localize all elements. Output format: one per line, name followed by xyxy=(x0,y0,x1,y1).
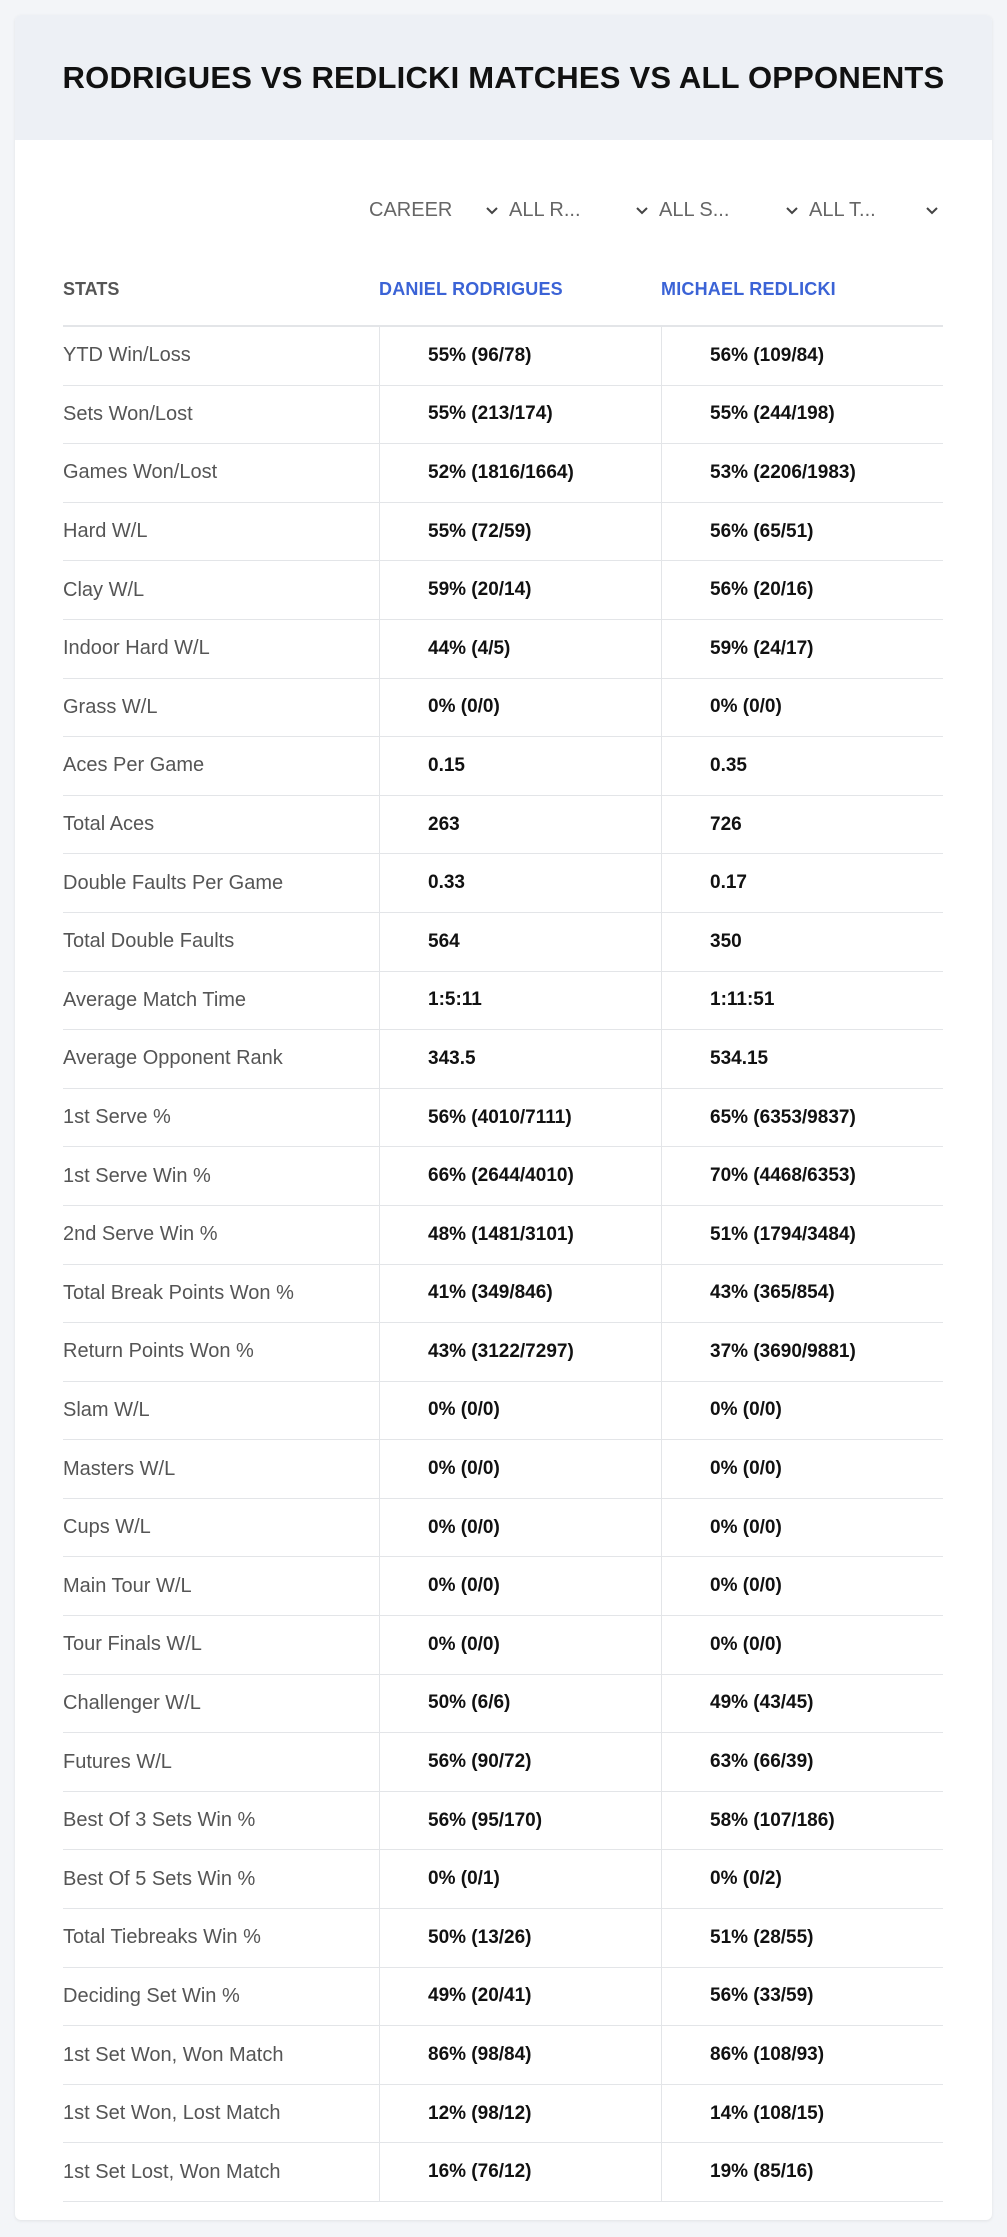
chevron-down-icon xyxy=(923,201,941,219)
player2-value: 0% (0/0) xyxy=(661,1440,943,1498)
table-row xyxy=(63,1616,943,1675)
table-row xyxy=(63,972,943,1031)
table-row xyxy=(63,913,943,972)
table-row xyxy=(63,2143,943,2202)
table-row xyxy=(63,1733,943,1792)
player2-value: 0% (0/0) xyxy=(661,1557,943,1615)
player1-value: 41% (349/846) xyxy=(379,1265,661,1323)
player1-value: 44% (4/5) xyxy=(379,620,661,678)
player1-value: 0% (0/0) xyxy=(379,1382,661,1440)
table-row xyxy=(63,1382,943,1441)
table-row xyxy=(63,1440,943,1499)
player1-value: 0.15 xyxy=(379,737,661,795)
table-row xyxy=(63,1265,943,1324)
table-row xyxy=(63,1030,943,1089)
player1-value: 52% (1816/1664) xyxy=(379,444,661,502)
player2-value: 350 xyxy=(661,913,943,971)
player2-value: 56% (33/59) xyxy=(661,1968,943,2026)
stat-label: Double Faults Per Game xyxy=(63,871,284,894)
filter-bar xyxy=(365,190,945,230)
table-row xyxy=(63,1850,943,1909)
player1-value: 50% (6/6) xyxy=(379,1675,661,1733)
player2-value: 1:11:51 xyxy=(661,972,943,1030)
player1-value: 55% (72/59) xyxy=(379,503,661,561)
player2-value: 56% (20/16) xyxy=(661,561,943,619)
table-row xyxy=(63,1557,943,1616)
player2-value: 55% (244/198) xyxy=(661,386,943,444)
stat-label: 2nd Serve Win % xyxy=(63,1223,218,1246)
player2-value: 0% (0/0) xyxy=(661,679,943,737)
filter-rounds-select[interactable] xyxy=(505,190,655,230)
table-row xyxy=(63,854,943,913)
player2-value: 14% (108/15) xyxy=(661,2085,943,2143)
player1-value: 43% (3122/7297) xyxy=(379,1323,661,1381)
player2-value: 43% (365/854) xyxy=(661,1265,943,1323)
player1-value: 0% (0/1) xyxy=(379,1850,661,1908)
player1-value: 0% (0/0) xyxy=(379,679,661,737)
table-row xyxy=(63,2026,943,2085)
stat-label: 1st Serve Win % xyxy=(63,1164,211,1187)
filter-career-select[interactable] xyxy=(365,190,505,230)
table-row xyxy=(63,1968,943,2027)
card-header xyxy=(15,15,992,140)
player1-value: 56% (4010/7111) xyxy=(379,1089,661,1147)
player2-value: 534.15 xyxy=(661,1030,943,1088)
stat-label: Average Opponent Rank xyxy=(63,1047,283,1070)
filter-label: ALL S... xyxy=(659,198,730,221)
stat-label: 1st Set Won, Lost Match xyxy=(63,2102,281,2125)
player1-value: 0% (0/0) xyxy=(379,1557,661,1615)
player2-value: 86% (108/93) xyxy=(661,2026,943,2084)
stat-label: Tour Finals W/L xyxy=(63,1633,202,1656)
player1-value: 343.5 xyxy=(379,1030,661,1088)
filter-tournaments-select[interactable] xyxy=(805,190,945,230)
player2-value: 59% (24/17) xyxy=(661,620,943,678)
player1-value: 59% (20/14) xyxy=(379,561,661,619)
stat-label: Challenger W/L xyxy=(63,1691,201,1714)
player2-value: 58% (107/186) xyxy=(661,1792,943,1850)
table-row xyxy=(63,620,943,679)
player1-value: 56% (95/170) xyxy=(379,1792,661,1850)
player1-value: 55% (96/78) xyxy=(379,327,661,385)
stats-card xyxy=(15,15,992,2220)
stat-label: 1st Serve % xyxy=(63,1106,171,1129)
player2-value: 19% (85/16) xyxy=(661,2143,943,2201)
table-row xyxy=(63,1206,943,1265)
player2-value: 0% (0/2) xyxy=(661,1850,943,1908)
stat-label: Return Points Won % xyxy=(63,1340,254,1363)
player2-value: 51% (1794/3484) xyxy=(661,1206,943,1264)
player1-value: 0.33 xyxy=(379,854,661,912)
table-row xyxy=(63,1675,943,1734)
stat-label: Average Match Time xyxy=(63,988,247,1011)
stat-label: Slam W/L xyxy=(63,1398,150,1421)
table-header-row xyxy=(63,253,943,327)
stat-label: Total Break Points Won % xyxy=(63,1281,294,1304)
stats-table xyxy=(63,253,943,2202)
stat-label: 1st Set Won, Won Match xyxy=(63,2043,284,2066)
table-row xyxy=(63,2085,943,2144)
stat-label: Cups W/L xyxy=(63,1516,151,1539)
table-row xyxy=(63,1323,943,1382)
table-row xyxy=(63,1089,943,1148)
stat-label: Aces Per Game xyxy=(63,754,205,777)
table-row xyxy=(63,737,943,796)
player1-value: 56% (90/72) xyxy=(379,1733,661,1791)
stat-label: Best Of 5 Sets Win % xyxy=(63,1867,256,1890)
table-row xyxy=(63,1792,943,1851)
player2-value: 49% (43/45) xyxy=(661,1675,943,1733)
player2-value: 0% (0/0) xyxy=(661,1616,943,1674)
player2-value: 0.17 xyxy=(661,854,943,912)
player1-value: 0% (0/0) xyxy=(379,1499,661,1557)
stat-label: Indoor Hard W/L xyxy=(63,637,210,660)
stat-label: 1st Set Lost, Won Match xyxy=(63,2160,281,2183)
column-header-player1[interactable]: DANIEL RODRIGUES xyxy=(379,278,563,299)
player1-value: 50% (13/26) xyxy=(379,1909,661,1967)
table-row xyxy=(63,796,943,855)
stat-label: Sets Won/Lost xyxy=(63,402,193,425)
filter-surfaces-select[interactable] xyxy=(655,190,805,230)
chevron-down-icon xyxy=(483,201,501,219)
filter-label: ALL R... xyxy=(509,198,581,221)
player2-value: 0.35 xyxy=(661,737,943,795)
player1-value: 263 xyxy=(379,796,661,854)
player1-value: 0% (0/0) xyxy=(379,1616,661,1674)
table-row xyxy=(63,1909,943,1968)
player2-value: 63% (66/39) xyxy=(661,1733,943,1791)
stat-label: Main Tour W/L xyxy=(63,1574,192,1597)
player2-value: 726 xyxy=(661,796,943,854)
player2-value: 37% (3690/9881) xyxy=(661,1323,943,1381)
stat-label: YTD Win/Loss xyxy=(63,344,191,367)
page-title: RODRIGUES VS REDLICKI MATCHES VS ALL OPPONENTS xyxy=(62,59,945,95)
column-header-player2[interactable]: MICHAEL REDLICKI xyxy=(661,278,836,299)
player1-value: 1:5:11 xyxy=(379,972,661,1030)
table-row xyxy=(63,1499,943,1558)
table-row xyxy=(63,386,943,445)
stat-label: Best Of 3 Sets Win % xyxy=(63,1809,256,1832)
table-row xyxy=(63,561,943,620)
player2-value: 53% (2206/1983) xyxy=(661,444,943,502)
stat-label: Hard W/L xyxy=(63,520,148,543)
stat-label: Futures W/L xyxy=(63,1750,172,1773)
filter-label: ALL T... xyxy=(809,198,876,221)
stat-label: Deciding Set Win % xyxy=(63,1984,240,2007)
player2-value: 0% (0/0) xyxy=(661,1382,943,1440)
player1-value: 12% (98/12) xyxy=(379,2085,661,2143)
player2-value: 56% (65/51) xyxy=(661,503,943,561)
table-row xyxy=(63,503,943,562)
player1-value: 16% (76/12) xyxy=(379,2143,661,2201)
stat-label: Masters W/L xyxy=(63,1457,176,1480)
player2-value: 51% (28/55) xyxy=(661,1909,943,1967)
chevron-down-icon xyxy=(633,201,651,219)
stat-label: Grass W/L xyxy=(63,695,158,718)
column-header-stats: STATS xyxy=(63,278,120,299)
stat-label: Total Double Faults xyxy=(63,930,235,953)
player1-value: 49% (20/41) xyxy=(379,1968,661,2026)
filter-label: CAREER xyxy=(369,198,453,221)
player1-value: 66% (2644/4010) xyxy=(379,1147,661,1205)
player1-value: 48% (1481/3101) xyxy=(379,1206,661,1264)
player2-value: 70% (4468/6353) xyxy=(661,1147,943,1205)
table-row xyxy=(63,327,943,386)
player1-value: 564 xyxy=(379,913,661,971)
chevron-down-icon xyxy=(783,201,801,219)
player2-value: 56% (109/84) xyxy=(661,327,943,385)
stat-label: Total Aces xyxy=(63,813,155,836)
stat-label: Games Won/Lost xyxy=(63,461,218,484)
player2-value: 0% (0/0) xyxy=(661,1499,943,1557)
stat-label: Clay W/L xyxy=(63,578,145,601)
player1-value: 0% (0/0) xyxy=(379,1440,661,1498)
player1-value: 86% (98/84) xyxy=(379,2026,661,2084)
table-body xyxy=(63,327,943,2202)
table-row xyxy=(63,1147,943,1206)
player2-value: 65% (6353/9837) xyxy=(661,1089,943,1147)
table-row xyxy=(63,679,943,738)
player1-value: 55% (213/174) xyxy=(379,386,661,444)
table-row xyxy=(63,444,943,503)
stat-label: Total Tiebreaks Win % xyxy=(63,1926,261,1949)
